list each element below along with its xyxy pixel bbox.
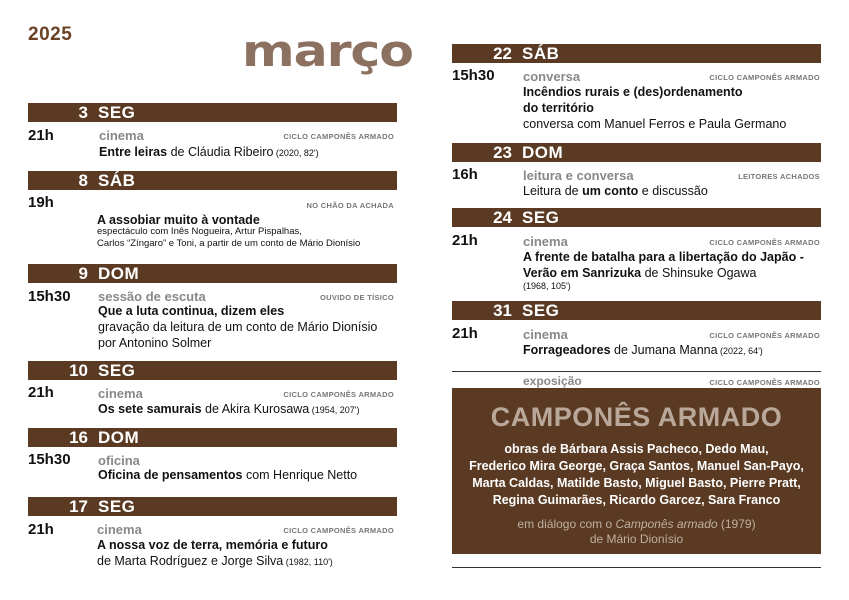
- event-title: A assobiar muito à vontade: [97, 213, 260, 227]
- date-weekday: SEG: [522, 301, 560, 320]
- divider: [452, 567, 821, 568]
- date-weekday: SEG: [522, 208, 560, 227]
- event-line: [523, 342, 763, 359]
- event-meta: (1982, 110'): [283, 557, 333, 567]
- date-weekday: SEG: [98, 361, 136, 380]
- event-text: e discussão: [638, 184, 708, 198]
- date-number: 22: [493, 44, 512, 63]
- event-cycle: CICLO CAMPONÊS ARMADO: [283, 526, 394, 535]
- date-weekday: SÁB: [522, 44, 560, 63]
- month-title: março: [242, 26, 413, 77]
- exhibition-dialog: [452, 517, 821, 547]
- date-number: 9: [78, 264, 88, 283]
- event-type: leitura e conversa: [523, 168, 634, 183]
- date-weekday: SÁB: [98, 171, 136, 190]
- date-bar: [28, 361, 397, 380]
- dialog-author: de Mário Dionísio: [589, 532, 684, 546]
- event-line: [523, 265, 756, 281]
- artists-line: Regina Guimarães, Ricardo Garcez, Sara Franco: [492, 493, 781, 507]
- date-bar: [28, 497, 397, 516]
- event-title: Entre leiras: [99, 145, 168, 159]
- event-credits: de Shinsuke Ogawa: [641, 266, 757, 280]
- artists-line: obras de Bárbara Assis Pacheco, Dedo Mau,: [504, 442, 769, 456]
- event-time: 21h: [28, 384, 54, 401]
- event-line: [523, 183, 708, 199]
- year: 2025: [28, 24, 73, 45]
- event-meta: (2020, 82'): [273, 148, 319, 158]
- event-time: 21h: [452, 325, 478, 342]
- event-credits: de Akira Kurosawa: [201, 402, 310, 416]
- event-type: cinema: [523, 327, 568, 342]
- event-description: gravação da leitura de um conto de Mário Dionísio: [98, 320, 378, 334]
- dialog-text: em diálogo com o: [517, 517, 616, 531]
- dialog-work-title: Camponês armado: [615, 517, 718, 531]
- date-bar: [452, 143, 821, 162]
- date-bar: [452, 208, 821, 227]
- event-description: Carlos “Zíngaro” e Toni, a partir de um conto de Mário Dionísio: [97, 238, 361, 249]
- event-line: [98, 467, 357, 483]
- date-bar: [452, 44, 821, 63]
- event-cycle: CICLO CAMPONÊS ARMADO: [709, 331, 820, 340]
- event-title: Que a luta continua, dizem eles: [98, 304, 285, 318]
- exhibition-title: CAMPONÊS ARMADO: [490, 402, 783, 432]
- event-time: 21h: [28, 521, 54, 538]
- event-time: 19h: [28, 194, 54, 211]
- event-title-continued: Verão em Sanrizuka: [523, 266, 642, 280]
- date-bar: [452, 301, 821, 320]
- date-bar: [28, 171, 397, 190]
- event-type: sessão de escuta: [98, 289, 206, 304]
- divider: [452, 371, 821, 372]
- event-type: conversa: [523, 69, 581, 84]
- event-credits: de Jumana Manna: [610, 343, 718, 357]
- date-weekday: DOM: [98, 428, 140, 447]
- date-weekday: SEG: [98, 103, 136, 122]
- event-cycle: CICLO CAMPONÊS ARMADO: [709, 73, 820, 82]
- event-time: 16h: [452, 166, 478, 183]
- event-meta: (1954, 207'): [309, 405, 360, 415]
- event-type: cinema: [99, 128, 144, 143]
- artists-line: Marta Caldas, Matilde Basto, Miguel Basto, Pierre Pratt,: [472, 476, 801, 490]
- event-cycle: LEITORES ACHADOS: [738, 172, 820, 181]
- date-bar: [28, 428, 397, 447]
- date-number: 24: [493, 208, 512, 227]
- date-number: 31: [493, 301, 512, 320]
- exhibition-cycle: CICLO CAMPONÊS ARMADO: [709, 378, 820, 387]
- date-number: 8: [78, 171, 88, 190]
- artists-line: Frederico Mira George, Graça Santos, Manuel San-Payo,: [469, 459, 804, 473]
- event-type: cinema: [523, 234, 568, 249]
- event-title: A frente de batalha para a libertação do Japão -: [523, 250, 804, 264]
- date-number: 23: [493, 143, 512, 162]
- date-weekday: SEG: [98, 497, 136, 516]
- date-bar: [28, 103, 397, 122]
- date-number: 17: [69, 497, 88, 516]
- date-number: 3: [78, 103, 88, 122]
- event-type: cinema: [97, 522, 142, 537]
- event-meta: (2022, 64'): [717, 346, 763, 356]
- event-description: conversa com Manuel Ferros e Paula Germano: [523, 117, 787, 131]
- event-title: um conto: [582, 184, 639, 198]
- exhibition-artists: [452, 441, 821, 509]
- event-credits: de Marta Rodríguez e Jorge Silva: [97, 554, 284, 568]
- event-time: 15h30: [452, 67, 495, 84]
- event-time: 21h: [28, 127, 54, 144]
- event-title: Forrageadores: [523, 343, 611, 357]
- event-title: Oficina de pensamentos: [98, 468, 243, 482]
- event-credits: de Cláudia Ribeiro: [167, 145, 274, 159]
- date-bar: [28, 264, 397, 283]
- event-credits: com Henrique Netto: [242, 468, 358, 482]
- event-title: Os sete samurais: [98, 402, 202, 416]
- date-number: 16: [69, 428, 88, 447]
- event-time: 15h30: [28, 288, 71, 305]
- event-time: 15h30: [28, 451, 71, 468]
- event-cycle: OUVIDO DE TÍSICO: [320, 293, 394, 302]
- event-cycle: CICLO CAMPONÊS ARMADO: [283, 132, 394, 141]
- date-weekday: DOM: [98, 264, 140, 283]
- dialog-year: (1979): [717, 517, 756, 531]
- event-cycle: CICLO CAMPONÊS ARMADO: [283, 390, 394, 399]
- event-cycle: CICLO CAMPONÊS ARMADO: [709, 238, 820, 247]
- event-text: Leitura de: [523, 184, 583, 198]
- event-description: por Antonino Solmer: [98, 336, 212, 350]
- event-description: espectáculo com Inês Nogueira, Artur Pispalhas,: [97, 226, 302, 237]
- event-line: [99, 144, 319, 161]
- event-cycle: NO CHÃO DA ACHADA: [306, 201, 394, 210]
- event-meta: (1968, 105'): [523, 281, 571, 291]
- event-line: [97, 553, 333, 570]
- event-title: Incêndios rurais e (des)ordenamento: [523, 85, 743, 99]
- date-weekday: DOM: [522, 143, 564, 162]
- event-type: cinema: [98, 386, 143, 401]
- exhibition-box: [452, 388, 821, 554]
- event-line: [98, 401, 360, 418]
- event-time: 21h: [452, 232, 478, 249]
- event-title: A nossa voz de terra, memória e futuro: [97, 538, 328, 552]
- date-number: 10: [69, 361, 88, 380]
- event-title-continued: do território: [523, 101, 594, 115]
- exhibition-type: exposição: [523, 374, 582, 388]
- event-type: oficina: [98, 453, 140, 468]
